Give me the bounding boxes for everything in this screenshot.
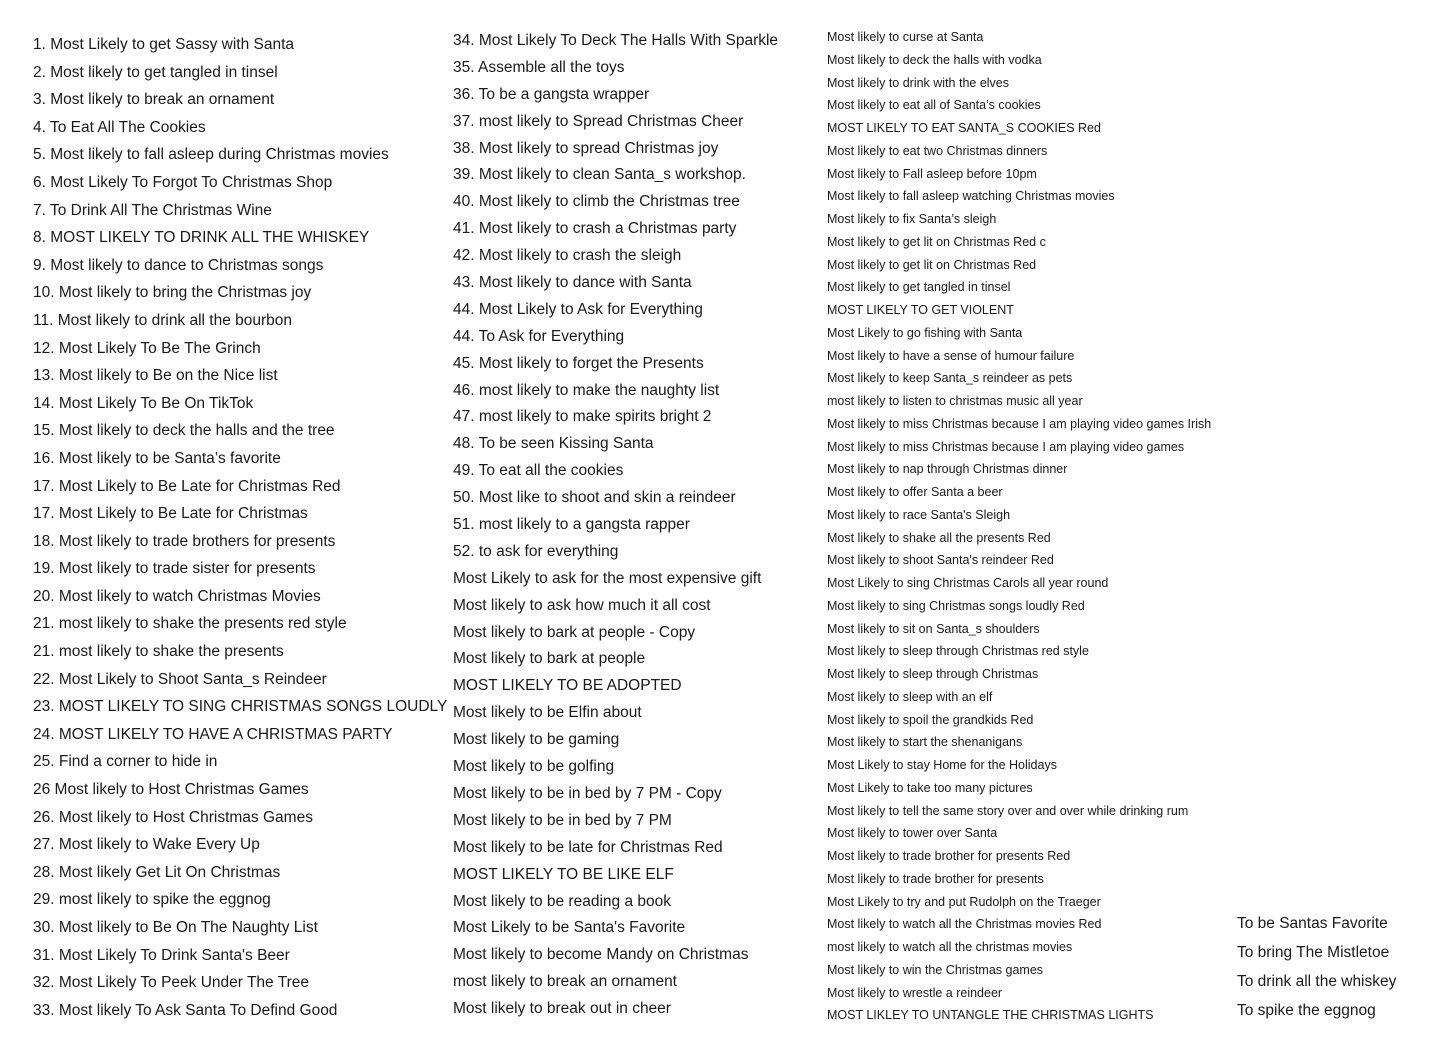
list-item: Most Likely to try and put Rudolph on the Traeger <box>827 894 1101 909</box>
list-item: Most likely to win the Christmas games <box>827 962 1044 977</box>
list-item: Most likely to race Santa's Sleigh <box>827 507 1011 522</box>
list-item: most likely to watch all the christmas movies <box>827 940 1073 954</box>
list-item: MOST LIKLEY TO UNTANGLE THE CHRISTMAS LIGHTS <box>827 1008 1154 1023</box>
list-item: 49. To eat all the cookies <box>453 462 624 480</box>
list-item: 29. most likely to spike the eggnog <box>33 891 271 909</box>
list-item: MOST LIKELY TO GET VIOLENT <box>827 303 1014 317</box>
list-item: Most likely to eat two Christmas dinners <box>827 143 1048 158</box>
list-item: To spike the eggnog <box>1237 1002 1376 1019</box>
list-item: Most likely to be late for Christmas Red <box>453 838 723 856</box>
list-column-4 <box>1237 913 1396 1029</box>
list-item: 3. Most likely to break an ornament <box>33 91 275 109</box>
list-item: 33. Most likely To Ask Santa To Defind Good <box>33 1001 338 1019</box>
list-item: Most likely to get tangled in tinsel <box>827 280 1011 295</box>
list-item: Most likely to get lit on Christmas Red <box>827 257 1037 272</box>
list-item: Most likely to be reading a book <box>453 892 671 910</box>
list-item: Most likely to miss Christmas because I am playing video games Irish <box>827 416 1212 431</box>
list-item: Most likely to Fall asleep before 10pm <box>827 166 1037 181</box>
list-item: Most likely to offer Santa a beer <box>827 485 1003 499</box>
list-item: 12. Most Likely To Be The Grinch <box>33 339 261 357</box>
list-item: 48. To be seen Kissing Santa <box>453 435 654 453</box>
list-item: Most likely to trade brother for presents Red <box>827 849 1071 863</box>
list-item: 45. Most likely to forget the Presents <box>453 354 704 372</box>
list-item: 4. To Eat All The Cookies <box>33 118 206 136</box>
list-column-3 <box>827 28 1211 1029</box>
list-item: 44. To Ask for Everything <box>453 327 625 345</box>
list-item: 14. Most Likely To Be On TikTok <box>33 394 254 412</box>
list-item: To be Santas Favorite <box>1237 915 1388 932</box>
list-item: Most likely to get lit on Christmas Red c <box>827 234 1046 249</box>
list-item: Most likely to bark at people <box>453 650 646 668</box>
list-item: Most likely to sing Christmas songs loudly Red <box>827 598 1085 613</box>
list-item: 20. Most likely to watch Christmas Movies <box>33 587 321 605</box>
list-item: 6. Most Likely To Forgot To Christmas Shop <box>33 173 333 191</box>
list-item: 15. Most likely to deck the halls and the tree <box>33 422 335 440</box>
list-item: Most likely to become Mandy on Christmas <box>453 946 749 964</box>
list-item: 40. Most likely to climb the Christmas tree <box>453 193 740 211</box>
list-item: 44. Most Likely to Ask for Everything <box>453 300 703 318</box>
list-item: 5. Most likely to fall asleep during Christmas movies <box>33 146 389 164</box>
list-item: 30. Most likely to Be On The Naughty List <box>33 919 318 936</box>
list-item: 21. most likely to shake the presents <box>33 643 284 661</box>
list-item: Most likely to bark at people - Copy <box>453 623 696 641</box>
list-item: 13. Most likely to Be on the Nice list <box>33 367 278 385</box>
list-item: 18. Most likely to trade brothers for presents <box>33 532 336 550</box>
list-item: 7. To Drink All The Christmas Wine <box>33 201 272 219</box>
list-item: Most likely to shoot Santa's reindeer Red <box>827 553 1054 568</box>
list-item: 32. Most Likely To Peek Under The Tree <box>33 974 309 992</box>
list-column-1 <box>33 34 447 1027</box>
list-item: To bring The Mistletoe <box>1237 944 1390 961</box>
list-item: Most likely to tell the same story over and over while drinking rum <box>827 803 1189 818</box>
list-item: 26. Most likely to Host Christmas Games <box>33 808 313 826</box>
list-item: Most likely to drink with the elves <box>827 75 1010 90</box>
list-item: 17. Most Likely to Be Late for Christmas <box>33 505 308 523</box>
list-item: Most likely to wrestle a reindeer <box>827 985 1003 1000</box>
list-item: 21. most likely to shake the presents red style <box>33 615 347 633</box>
list-item: Most likely to start the shenanigans <box>827 735 1023 750</box>
list-item: Most likely to ask how much it all cost <box>453 596 711 614</box>
list-item: MOST LIKELY TO EAT SANTA_S COOKIES Red <box>827 121 1101 135</box>
list-item: Most likely to fall asleep watching Christmas movies <box>827 189 1115 204</box>
list-item: 41. Most likely to crash a Christmas party <box>453 220 737 238</box>
list-item: 25. Find a corner to hide in <box>33 753 218 771</box>
list-column-2 <box>453 30 778 1025</box>
list-item: 38. Most likely to spread Christmas joy <box>453 139 719 157</box>
list-item: Most Likely to stay Home for the Holidays <box>827 758 1057 772</box>
list-item: Most likely to be golfing <box>453 758 615 776</box>
list-item: Most likely to nap through Christmas dinner <box>827 462 1068 477</box>
list-item: Most likely to fix Santa’s sleigh <box>827 212 997 226</box>
list-item: 17. Most Likely to Be Late for Christmas Red <box>33 477 341 495</box>
list-item: 52. to ask for everything <box>453 542 619 560</box>
list-item: Most likely to tower over Santa <box>827 826 998 841</box>
list-item: 9. Most likely to dance to Christmas songs <box>33 256 324 274</box>
list-item: Most likely to trade brother for presents <box>827 871 1044 886</box>
list-item: 24. MOST LIKELY TO HAVE A CHRISTMAS PARTY <box>33 725 393 743</box>
list-item: Most likely to have a sense of humour failure <box>827 348 1075 363</box>
list-item: Most likely to break out in cheer <box>453 1000 671 1018</box>
list-item: Most likely to sleep through Christmas <box>827 667 1039 681</box>
list-item: MOST LIKELY TO BE LIKE ELF <box>453 865 674 883</box>
list-item: 42. Most likely to crash the sleigh <box>453 247 682 265</box>
list-item: Most likely to be gaming <box>453 731 620 749</box>
list-item: 11. Most likely to drink all the bourbon <box>33 311 293 329</box>
list-item: Most likely to curse at Santa <box>827 30 984 44</box>
list-item: most likely to break an ornament <box>453 973 677 991</box>
list-item: 10. Most likely to bring the Christmas joy <box>33 284 312 302</box>
list-item: 2. Most likely to get tangled in tinsel <box>33 63 278 81</box>
list-item: Most likely to miss Christmas because I am playing video games <box>827 439 1185 454</box>
list-item: Most likely to shake all the presents Red <box>827 530 1051 545</box>
list-item: 26 Most likely to Host Christmas Games <box>33 781 309 799</box>
list-item: 34. Most Likely To Deck The Halls With Sparkle <box>453 32 779 49</box>
list-item: most likely to listen to christmas music all year <box>827 394 1083 408</box>
list-item: Most likely to eat all of Santa’s cookies <box>827 98 1041 113</box>
list-item: 19. Most likely to trade sister for presents <box>33 560 316 578</box>
list-item: 22. Most Likely to Shoot Santa_s Reindeer <box>33 670 327 688</box>
list-item: 50. Most like to shoot and skin a reindeer <box>453 489 736 507</box>
list-item: To drink all the whiskey <box>1237 973 1397 990</box>
list-item: Most Likely to go fishing with Santa <box>827 325 1023 340</box>
list-item: MOST LIKELY TO BE ADOPTED <box>453 677 682 695</box>
list-item: Most likely to sit on Santa_s shoulders <box>827 621 1040 636</box>
list-item: 37. most likely to Spread Christmas Cheer <box>453 112 744 130</box>
list-item: 31. Most Likely To Drink Santa's Beer <box>33 946 290 964</box>
list-item: Most likely to keep Santa_s reindeer as pets <box>827 371 1073 386</box>
list-item: Most likely to be in bed by 7 PM <box>453 811 672 829</box>
list-item: 8. MOST LIKELY TO DRINK ALL THE WHISKEY <box>33 229 370 247</box>
list-item: Most Likely to sing Christmas Carols all year round <box>827 576 1109 590</box>
list-item: 47. most likely to make spirits bright 2 <box>453 408 712 426</box>
list-item: Most likely to deck the halls with vodka <box>827 52 1042 67</box>
list-item: 51. most likely to a gangsta rapper <box>453 516 690 534</box>
list-item: Most likely to sleep with an elf <box>827 689 993 704</box>
list-item: Most likely to sleep through Christmas red style <box>827 644 1089 659</box>
list-item: 28. Most likely Get Lit On Christmas <box>33 863 281 881</box>
list-item: 35. Assemble all the toys <box>453 58 625 76</box>
list-item: Most Likely to take too many pictures <box>827 780 1033 795</box>
list-item: Most Likely to ask for the most expensive gift <box>453 569 762 587</box>
list-item: Most Likely to be Santa's Favorite <box>453 919 686 937</box>
list-item: 27. Most likely to Wake Every Up <box>33 836 260 854</box>
list-item: 23. MOST LIKELY TO SING CHRISTMAS SONGS LOUDLY <box>33 698 448 716</box>
list-item: Most likely to be in bed by 7 PM - Copy <box>453 784 722 802</box>
list-item: 39. Most likely to clean Santa_s workshop. <box>453 166 746 184</box>
list-item: Most likely to spoil the grandkids Red <box>827 712 1034 727</box>
list-item: 43. Most likely to dance with Santa <box>453 274 692 292</box>
list-item: Most likely to watch all the Christmas movies Red <box>827 917 1102 932</box>
list-item: 36. To be a gangsta wrapper <box>453 85 650 103</box>
list-item: 16. Most likely to be Santa’s favorite <box>33 449 281 467</box>
list-item: 1. Most Likely to get Sassy with Santa <box>33 36 295 53</box>
list-item: 46. most likely to make the naughty list <box>453 381 720 399</box>
list-item: Most likely to be Elfin about <box>453 704 642 722</box>
